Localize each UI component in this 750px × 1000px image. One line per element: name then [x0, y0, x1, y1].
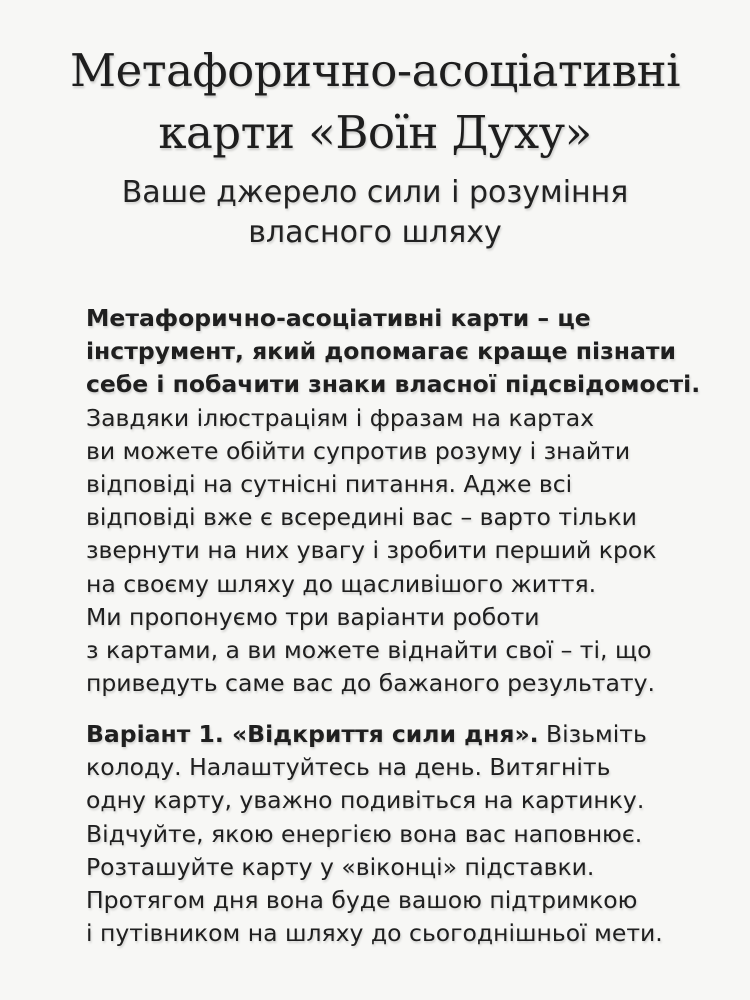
page-subtitle: [0, 173, 750, 253]
variant-1-first-line: [86, 718, 706, 751]
variant-1-heading: Варіант 1. «Відкриття сили дня».: [86, 720, 539, 748]
title-line-1: Метафорично-асоціативні: [70, 44, 680, 97]
intro-line: Завдяки ілюстраціям і фразам на картах: [86, 403, 595, 432]
variant-1-first-line-rest: Візьміть: [538, 720, 647, 748]
subtitle-line-1: Ваше джерело сили і розуміння: [121, 175, 629, 210]
intro-line: з картами, а ви можете віднайти свої – ті, що: [86, 636, 652, 665]
variant-1-line: колоду. Налаштуйтесь на день. Витягніть: [86, 753, 611, 782]
variant-1-line: Розташуйте карту у «віконці» підставки.: [86, 852, 595, 881]
variant-1-line: Протягом дня вона буде вашою підтримкою: [86, 886, 638, 915]
intro-line: звернути на них увагу і зробити перший крок: [86, 536, 657, 565]
intro-line: приведуть саме вас до бажаного результату.: [86, 669, 655, 698]
intro-bold-line: себе і побачити знаки власної підсвідомості.: [86, 370, 701, 399]
intro-bold-line: Метафорично-асоціативні карти – це: [86, 304, 591, 332]
intro-line: Ми пропонуємо три варіанти роботи: [86, 602, 540, 631]
intro-line: відповіді на сутнісні питання. Адже всі: [86, 470, 573, 499]
intro-line: ви можете обійти супротив розуму і знайти: [86, 436, 631, 465]
variant-1-paragraph: [86, 718, 706, 950]
intro-bold-line: інструмент, який допомагає краще пізнати: [86, 337, 676, 366]
page-title: [0, 40, 750, 164]
intro-line: на своєму шляху до щасливішого життя.: [86, 569, 597, 598]
variant-1-line: Відчуйте, якою енергією вона вас наповнює.: [86, 819, 643, 848]
title-line-2: карти «Воїн Духу»: [158, 106, 592, 159]
variant-1-line: і путівником на шляху до сьогоднішньої мети.: [86, 919, 663, 948]
variant-1-line: одну карту, уважно подивіться на картинку.: [86, 786, 645, 815]
subtitle-line-2: власного шляху: [248, 215, 502, 250]
intro-line: відповіді вже є всередині вас – варто тільки: [86, 503, 637, 532]
intro-paragraph: [86, 302, 706, 700]
